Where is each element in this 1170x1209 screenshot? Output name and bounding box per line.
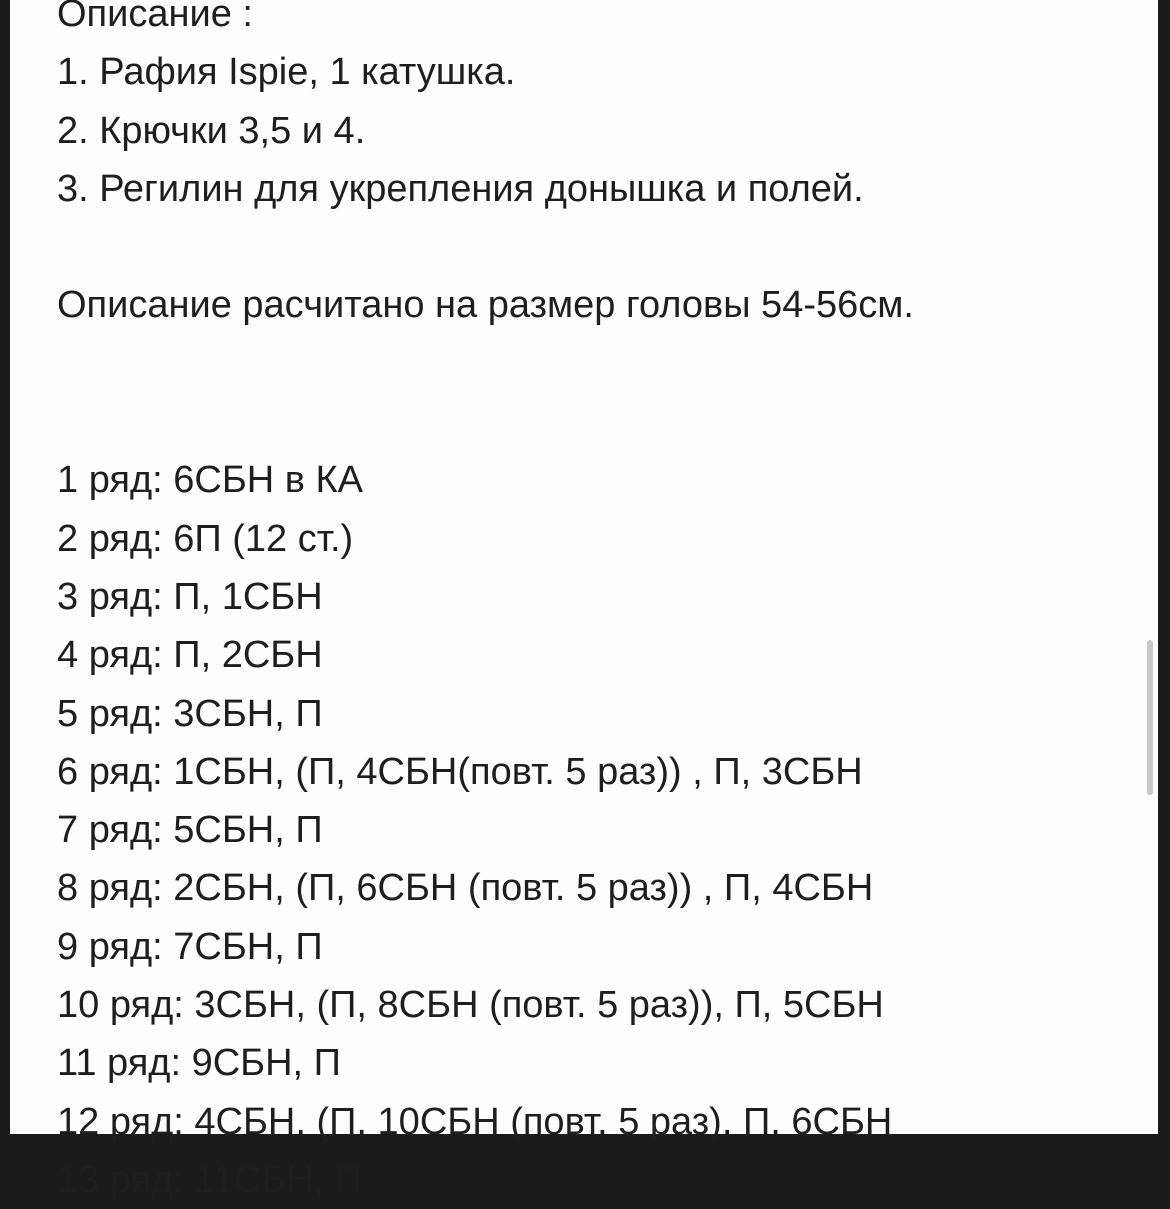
- scrollbar[interactable]: [1147, 640, 1153, 795]
- blank-line: [57, 218, 914, 276]
- document-page: [10, 0, 1158, 1201]
- heading: Описание :: [57, 0, 253, 35]
- material-item: 2. Крючки 3,5 и 4.: [57, 109, 366, 152]
- row-instruction: 5 ряд: 3СБН, П: [57, 692, 323, 735]
- row-instruction: 2 ряд: 6П (12 ст.): [57, 517, 354, 560]
- row-instruction: 8 ряд: 2СБН, (П, 6СБН (повт. 5 раз)) , П, 4СБН: [57, 867, 874, 910]
- row-instruction: 3 ряд: П, 1СБН: [57, 575, 323, 618]
- row-instruction: 11 ряд: 9СБН, П: [57, 1042, 341, 1085]
- row-instruction: 9 ряд: 7СБН, П: [57, 925, 323, 968]
- row-instruction: 13 ряд: 11СБН, П: [57, 1158, 363, 1201]
- blank-line: [57, 335, 914, 393]
- row-instruction: 6 ряд: 1СБН, (П, 4СБН(повт. 5 раз)) , П, 3СБН: [57, 750, 863, 793]
- size-note: Описание расчитано на размер головы 54-56см.: [57, 284, 914, 327]
- row-instruction: 10 ряд: 3СБН, (П, 8СБН (повт. 5 раз)), П, 5СБН: [57, 984, 884, 1027]
- row-instruction: 4 ряд: П, 2СБН: [57, 634, 323, 677]
- row-instruction: 7 ряд: 5СБН, П: [57, 809, 323, 852]
- row-instruction: 1 ряд: 6СБН в КА: [57, 459, 364, 502]
- material-item: 3. Регилин для укрепления донышка и полей.: [57, 167, 864, 210]
- row-instruction: 12 ряд: 4СБН, (П, 10СБН (повт. 5 раз), П, 6СБН: [57, 1100, 893, 1143]
- blank-line: [57, 393, 914, 451]
- material-item: 1. Рафия Ispie, 1 катушка.: [57, 51, 516, 94]
- document-text: [57, 0, 914, 1209]
